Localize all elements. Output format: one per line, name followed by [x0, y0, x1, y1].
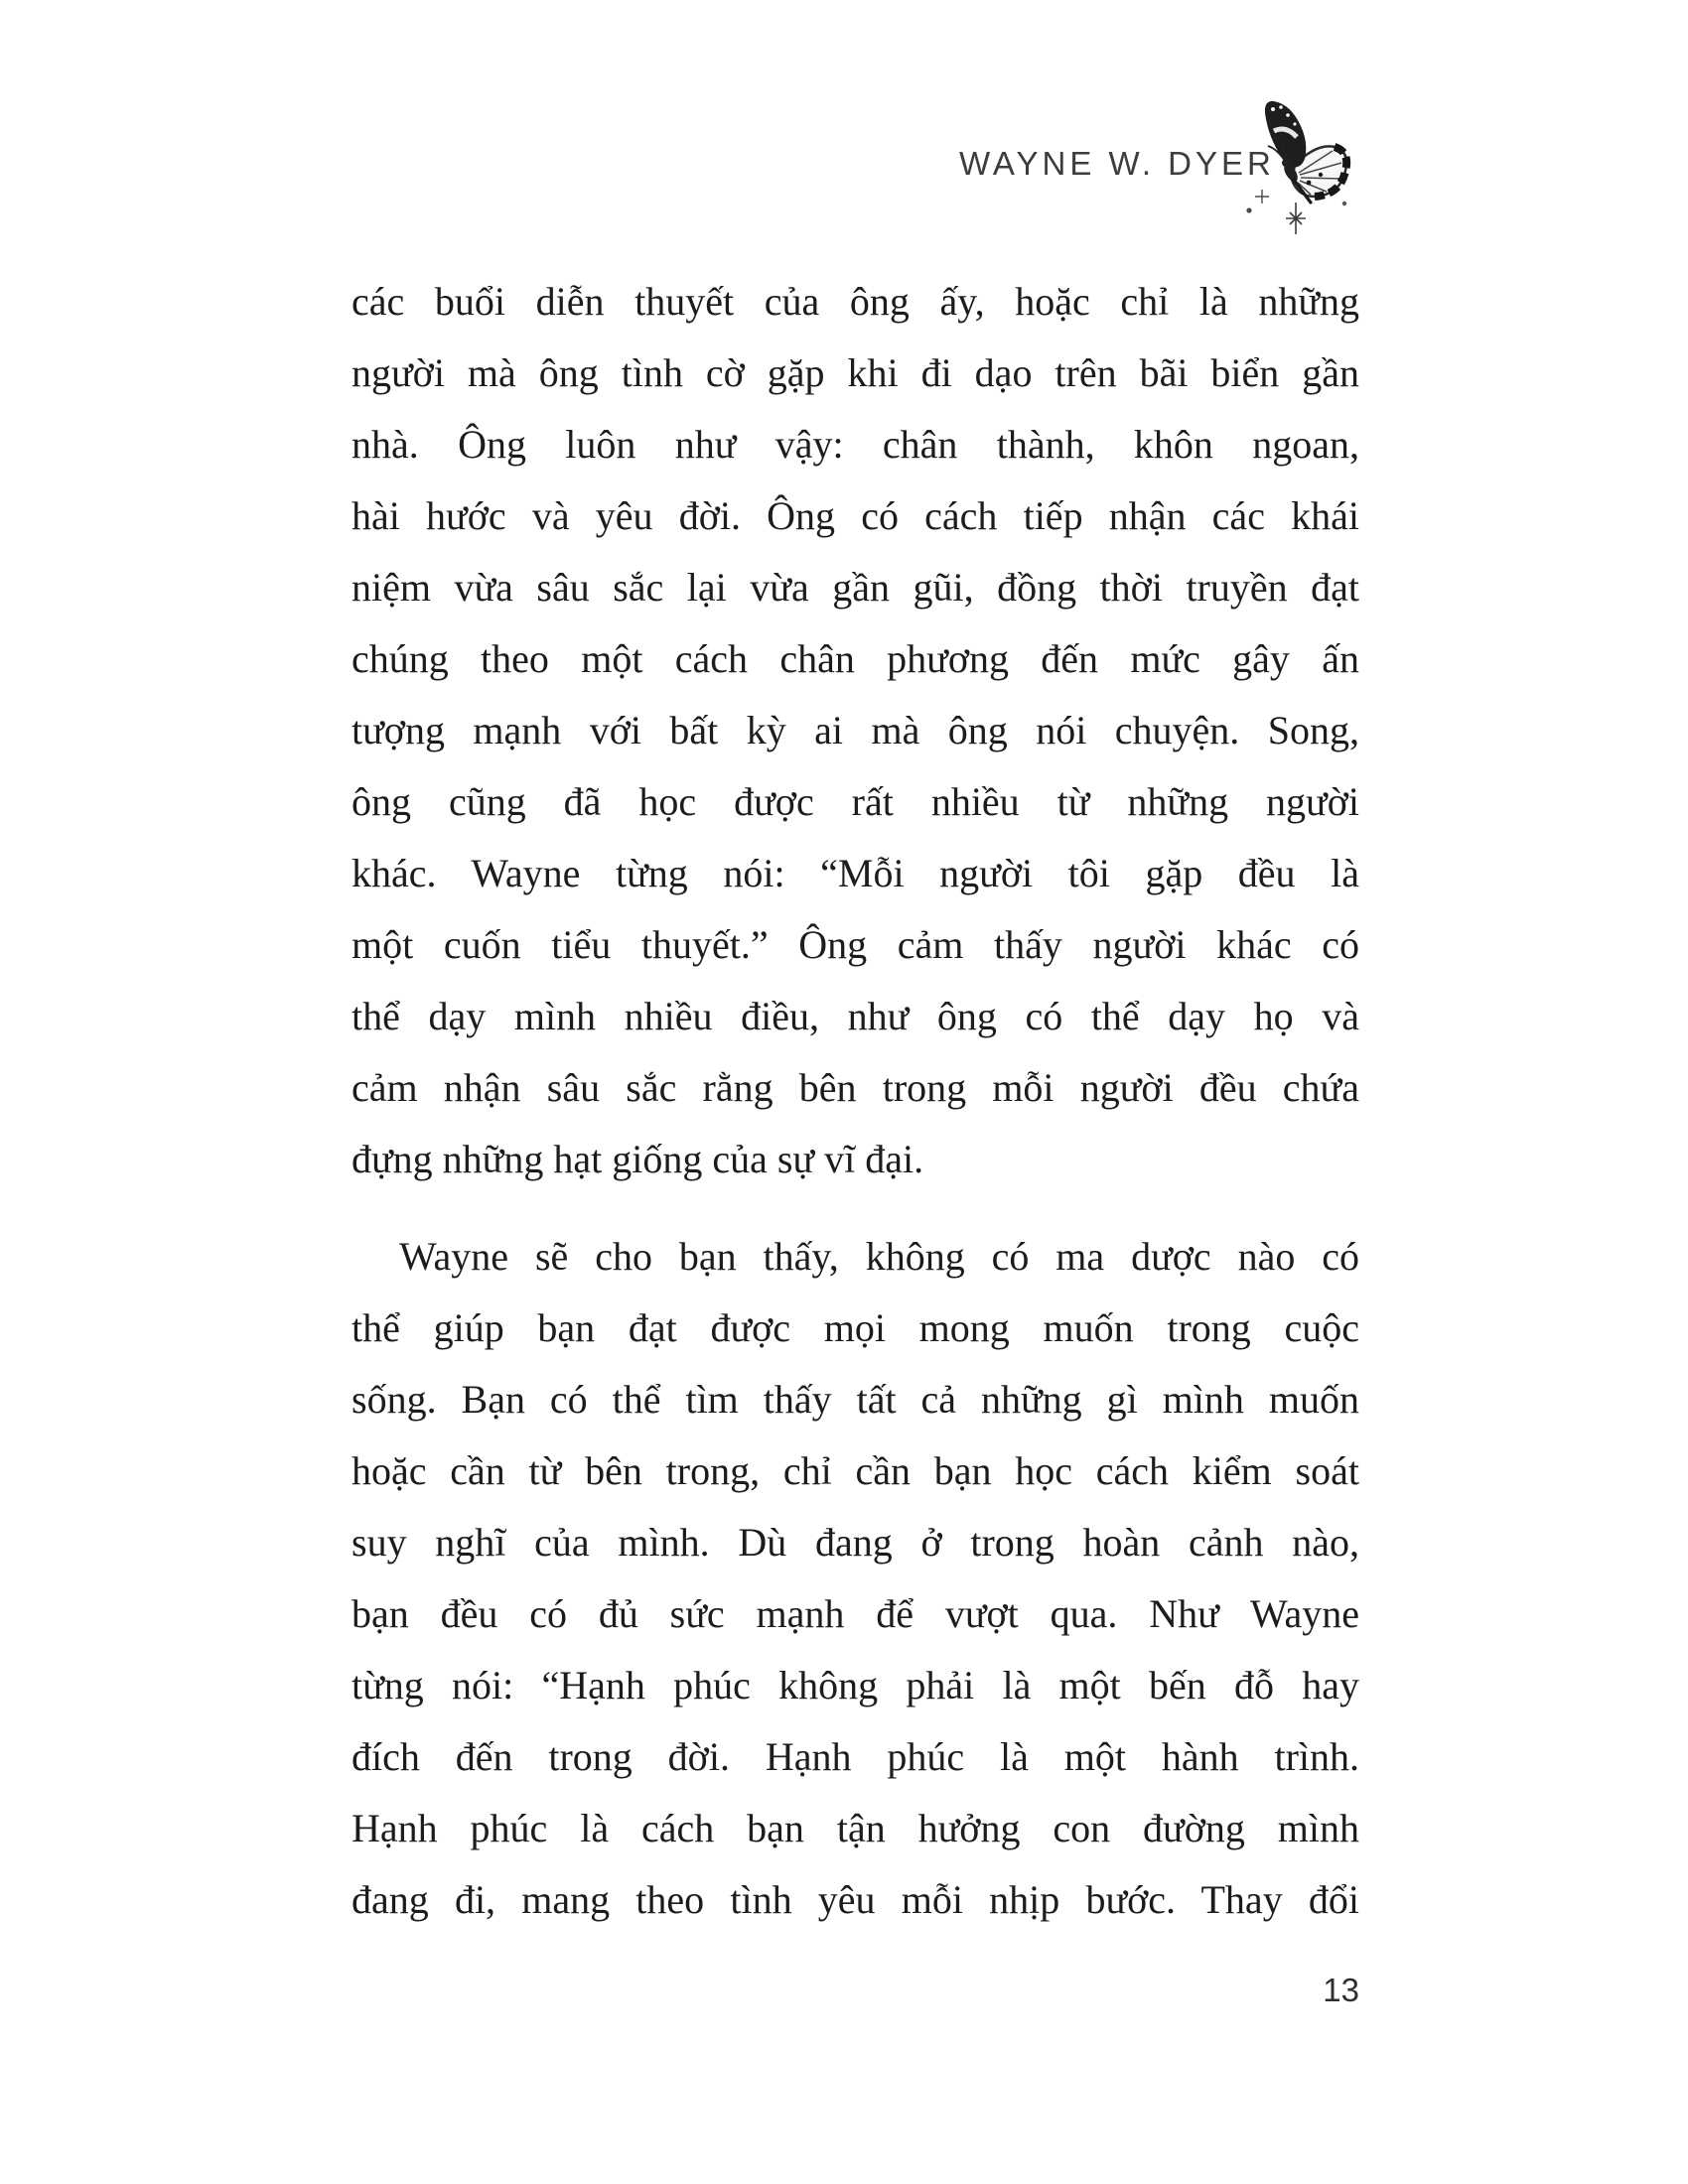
- text-line: hài hước và yêu đời. Ông có cách tiếp nhận các khái: [352, 493, 1359, 538]
- butterfly-icon: [1243, 91, 1354, 238]
- text-line: hoặc cần từ bên trong, chỉ cần bạn học cách kiểm soát: [352, 1448, 1359, 1493]
- text-line: niệm vừa sâu sắc lại vừa gần gũi, đồng thời truyền đạt: [352, 565, 1359, 610]
- sparkle-dot-icon: [1342, 202, 1346, 205]
- text-line: cảm nhận sâu sắc rằng bên trong mỗi người đều chứa: [352, 1065, 1359, 1110]
- running-head: WAYNE W. DYER: [959, 145, 1275, 182]
- body-text: [352, 266, 1359, 1936]
- text-line: khác. Wayne từng nói: “Mỗi người tôi gặp đều là: [352, 851, 1359, 895]
- paragraph: [352, 1221, 1359, 1936]
- text-line: Hạnh phúc là cách bạn tận hưởng con đường mình: [352, 1806, 1359, 1850]
- sparkle-dot-icon: [1246, 207, 1251, 212]
- text-line: thể giúp bạn đạt được mọi mong muốn trong cuộc: [352, 1305, 1359, 1350]
- text-line: tượng mạnh với bất kỳ ai mà ông nói chuyện. Song,: [352, 708, 1359, 752]
- text-line: chúng theo một cách chân phương đến mức gây ấn: [352, 636, 1359, 681]
- paragraph: [352, 266, 1359, 1195]
- sparkle-plus-icon: [1255, 190, 1269, 204]
- text-line: thể dạy mình nhiều điều, như ông có thể dạy họ và: [352, 994, 1359, 1038]
- text-line: các buổi diễn thuyết của ông ấy, hoặc chỉ là những: [352, 279, 1359, 324]
- text-line: từng nói: “Hạnh phúc không phải là một bến đỗ hay: [352, 1663, 1359, 1707]
- text-line: nhà. Ông luôn như vậy: chân thành, khôn ngoan,: [352, 422, 1359, 467]
- sparkle-star-icon: [1286, 203, 1306, 234]
- text-line: ông cũng đã học được rất nhiều từ những người: [352, 779, 1359, 824]
- text-line: người mà ông tình cờ gặp khi đi dạo trên bãi biển gần: [352, 350, 1359, 395]
- text-line: Wayne sẽ cho bạn thấy, không có ma dược nào có: [399, 1234, 1359, 1279]
- text-line: đựng những hạt giống của sự vĩ đại.: [352, 1137, 924, 1181]
- text-line: đang đi, mang theo tình yêu mỗi nhịp bước. Thay đổi: [352, 1877, 1359, 1922]
- text-line: bạn đều có đủ sức mạnh để vượt qua. Như Wayne: [352, 1591, 1359, 1636]
- page-number: 13: [1323, 1972, 1359, 2008]
- text-line: đích đến trong đời. Hạnh phúc là một hành trình.: [352, 1734, 1359, 1779]
- text-line: suy nghĩ của mình. Dù đang ở trong hoàn cảnh nào,: [352, 1520, 1359, 1565]
- text-line: sống. Bạn có thể tìm thấy tất cả những gì mình muốn: [352, 1377, 1359, 1422]
- text-line: một cuốn tiểu thuyết.” Ông cảm thấy người khác có: [352, 922, 1359, 967]
